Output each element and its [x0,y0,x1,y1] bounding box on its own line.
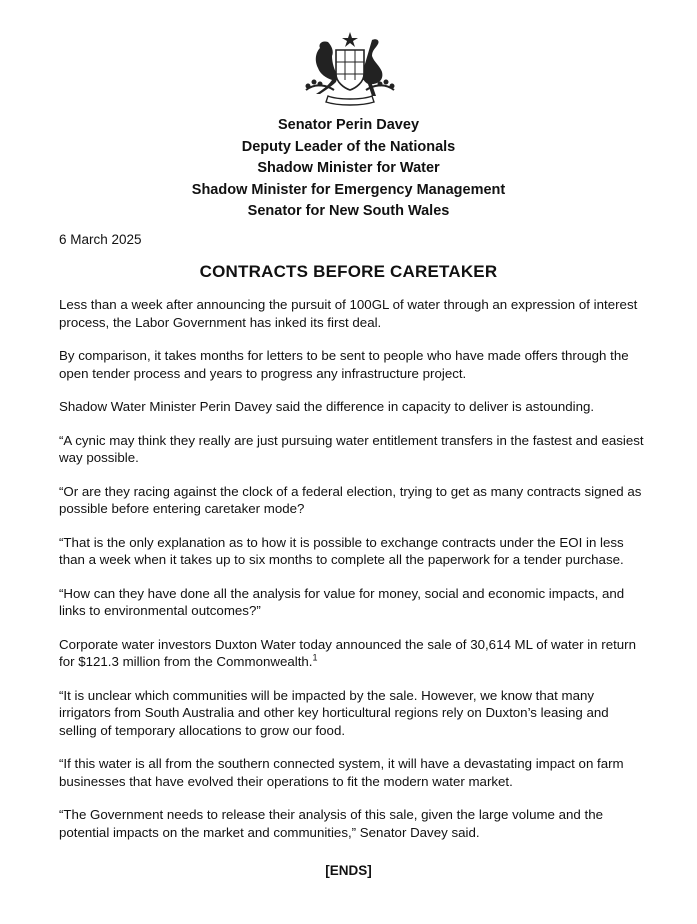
paragraph: Less than a week after announcing the pursuit of 100GL of water through an expression of interest process, the Labor Government has inked its first deal. [59,297,638,330]
release-date: 6 March 2025 [59,232,142,247]
paragraph: “Or are they racing against the clock of a federal election, trying to get as many contracts signed as possible before entering caretaker mode? [59,483,642,516]
paragraph: “The Government needs to release their analysis of this sale, given the large volume and the potential impacts on the market and communities,” Senator Davey said. [59,807,603,840]
paragraph: By comparison, it takes months for letters to be sent to people who have made offers through the open tender process and years to progress any infrastructure project. [59,348,629,381]
footnote-marker: 1 [312,652,318,663]
senator-header [0,115,697,223]
paragraph: “A cynic may think they really are just pursuing water entitlement transfers in the fastest and easiest way possible. [59,432,644,465]
paragraph: “It is unclear which communities will be impacted by the sale. However, we know that many irrigators from South Australia and other key horticultural regions rely on Duxton’s leasing and selling of temporary allocations to grow our food. [59,687,609,738]
header-role-shadow-emergency: Shadow Minister for Emergency Management [191,181,506,198]
release-title: CONTRACTS BEFORE CARETAKER [199,262,498,281]
release-body [59,296,644,857]
ends-marker: [ENDS] [325,863,372,878]
paragraph: Shadow Water Minister Perin Davey said the difference in capacity to deliver is astounding. [59,399,595,414]
paragraph-text: Corporate water investors Duxton Water today announced the sale of 30,614 ML of water in return for $121.3 million from the Commonwealth. [59,636,637,669]
header-role-senator-nsw: Senator for New South Wales [247,203,450,219]
header-name: Senator Perin Davey [277,117,420,133]
paragraph: “If this water is all from the southern connected system, it will have a devastating impact on farm businesses that have evolved their operations to fit the modern water market. [59,756,624,789]
paragraph-duxton [59,636,644,671]
header-role-shadow-water: Shadow Minister for Water [257,160,440,176]
paragraph: “How can they have done all the analysis for value for money, social and economic impacts, and links to environmental outcomes?” [59,585,625,618]
header-role-deputy-leader: Deputy Leader of the Nationals [241,138,456,155]
paragraph: “That is the only explanation as to how it is possible to exchange contracts under the EOI in less than a week when it takes up to six months to complete all the paperwork for a tender purchase. [59,534,624,567]
coat-of-arms-icon [298,30,402,106]
